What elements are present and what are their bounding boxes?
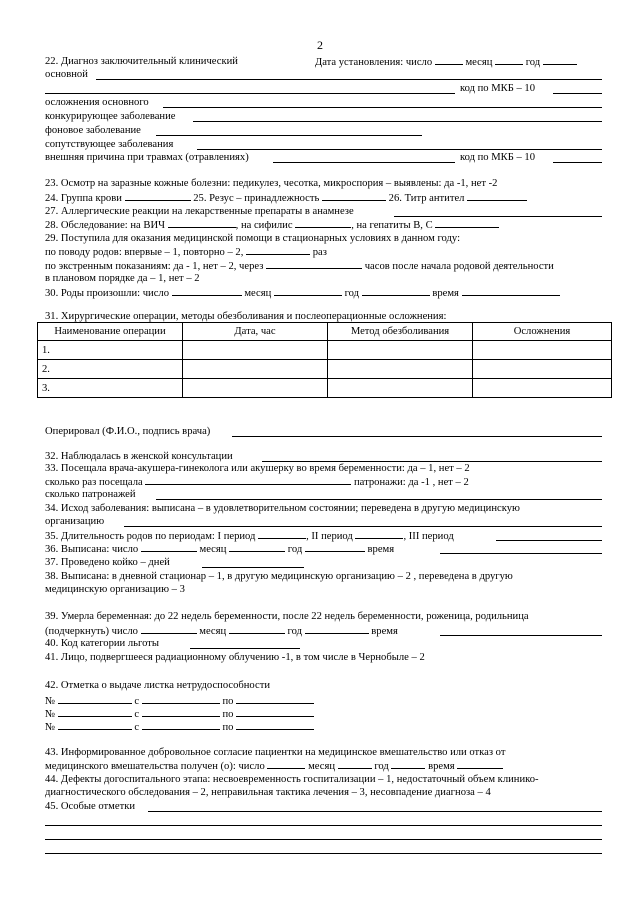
period-2-field[interactable] bbox=[355, 529, 403, 539]
external-cause-row: внешняя причина при травмах (отравлениях) bbox=[45, 152, 249, 163]
tests-row: 28. Обследование: на ВИЧ , на сифилис , на гепатиты В, С bbox=[45, 218, 602, 232]
defects-line1: 44. Дефекты догоспитального этапа: несвоевременность госпитализации – 1, недостаточный объем клинико- bbox=[45, 774, 539, 785]
table-row: 1. bbox=[38, 341, 612, 360]
table-row: 3. bbox=[38, 379, 612, 398]
visits-row: сколько раз посещала патронажи: да -1 , нет – 2 bbox=[45, 477, 469, 488]
discharge-time-field[interactable] bbox=[440, 553, 602, 554]
birth-date-row: 30. Роды произошли: число месяц год время bbox=[45, 286, 602, 300]
birth-day-field[interactable] bbox=[172, 286, 242, 296]
diagnosis-day-field[interactable] bbox=[435, 55, 463, 65]
consent-date-row: медицинского вмешательства получен (о): число месяц год время bbox=[45, 759, 602, 773]
bed-days-field[interactable] bbox=[202, 567, 304, 568]
page-number: 2 bbox=[317, 38, 323, 52]
consent-line1: 43. Информированное добровольное согласие пациентки на медицинское вмешательство или отказ от bbox=[45, 747, 506, 758]
basic-diagnosis-row: основной bbox=[45, 69, 88, 80]
period-1-field[interactable] bbox=[258, 529, 306, 539]
outcome-line2: организацию bbox=[45, 516, 105, 527]
sick-leave-row: № с по bbox=[45, 720, 602, 734]
benefit-code-field[interactable] bbox=[190, 648, 300, 649]
sick-leave-row: № с по bbox=[45, 694, 602, 708]
col-complications: Осложнения bbox=[473, 323, 612, 341]
visits-title: 33. Посещала врача-акушера-гинеколога или акушерку во время беременности: да – 1, нет – 2 bbox=[45, 463, 470, 474]
mkb-code-label: код по МКБ – 10 bbox=[460, 83, 536, 94]
defects-line2: диагностического обследования – 2, неправильная тактика лечения – 3, несовпадение диагноза – 4 bbox=[45, 787, 491, 798]
consent-time-field[interactable] bbox=[457, 759, 503, 769]
special-notes-field-2[interactable] bbox=[45, 825, 602, 826]
consent-day-field[interactable] bbox=[267, 759, 305, 769]
discharged-line2: медицинскую организацию – 3 bbox=[45, 584, 185, 595]
sick-leave-row: № с по bbox=[45, 707, 602, 721]
background-field[interactable] bbox=[156, 135, 422, 136]
outcome-field[interactable] bbox=[124, 526, 602, 527]
death-day-field[interactable] bbox=[141, 624, 197, 634]
outcome-line1: 34. Исход заболевания: выписана – в удовлетворительном состоянии; переведена в другую медицинскую bbox=[45, 503, 520, 514]
diagnosis-title: 22. Диагноз заключительный клинический bbox=[45, 56, 238, 67]
mkb-code-label-2: код по МКБ – 10 bbox=[460, 152, 536, 163]
hiv-field[interactable] bbox=[168, 218, 236, 228]
col-operation: Наименование операции bbox=[38, 323, 183, 341]
titer-field[interactable] bbox=[467, 191, 527, 201]
consent-month-field[interactable] bbox=[338, 759, 372, 769]
external-cause-field[interactable] bbox=[273, 162, 455, 163]
table-row: 2. bbox=[38, 360, 612, 379]
col-anesthesia: Метод обезболивания bbox=[328, 323, 473, 341]
basic-diagnosis-field-2[interactable] bbox=[45, 93, 455, 94]
allergy-field[interactable] bbox=[394, 216, 602, 217]
special-notes-field-3[interactable] bbox=[45, 839, 602, 840]
benefit-code-row: 40. Код категории льготы bbox=[45, 638, 159, 649]
death-month-field[interactable] bbox=[229, 624, 285, 634]
special-notes-field-4[interactable] bbox=[45, 853, 602, 854]
concomitant-field[interactable] bbox=[197, 149, 602, 150]
labor-duration-row: 35. Длительность родов по периодам: I период , II период , III период bbox=[45, 531, 454, 542]
background-row: фоновое заболевание bbox=[45, 125, 141, 136]
blood-row: 24. Группа крови 25. Резус – принадлежность 26. Титр антител bbox=[45, 191, 602, 205]
surgeon-field[interactable] bbox=[232, 436, 602, 437]
competing-field[interactable] bbox=[193, 121, 602, 122]
hours-field[interactable] bbox=[266, 259, 362, 269]
complication-field[interactable] bbox=[163, 107, 602, 108]
patronage-count-field[interactable] bbox=[156, 499, 602, 500]
death-line1: 39. Умерла беременная: до 22 недель беременности, после 22 недель беременности, роженица, родильница bbox=[45, 611, 529, 622]
discharged-line1: 38. Выписана: в дневной стационар – 1, в другую медицинскую организацию – 2 , переведена в другую bbox=[45, 571, 513, 582]
emergency-row: по экстренным показаниям: да - 1, нет – 2, через часов после начала родовой деятельности bbox=[45, 261, 554, 272]
consent-year-field[interactable] bbox=[391, 759, 425, 769]
skin-diseases-line: 23. Осмотр на заразные кожные болезни: педикулез, чесотка, микроспория – выявлены: да -1, нет -2 bbox=[45, 178, 498, 189]
rh-field[interactable] bbox=[322, 191, 386, 201]
competing-row: конкурирующее заболевание bbox=[45, 111, 176, 122]
admission-title: 29. Поступила для оказания медицинской помощи в стационарных условиях в данном году: bbox=[45, 233, 461, 244]
discharge-day-field[interactable] bbox=[141, 542, 197, 552]
patronage-row: сколько патронажей bbox=[45, 489, 136, 500]
syphilis-field[interactable] bbox=[295, 218, 351, 228]
mkb-code-field-2[interactable] bbox=[553, 162, 602, 163]
discharge-year-field[interactable] bbox=[305, 542, 365, 552]
births-count-field[interactable] bbox=[246, 245, 310, 255]
consultation-row: 32. Наблюдалась в женской консультации bbox=[45, 451, 233, 462]
death-time-field[interactable] bbox=[440, 635, 602, 636]
diagnosis-date: Дата установления: число месяц год bbox=[315, 55, 577, 69]
death-date-row: (подчеркнуть) число месяц год время bbox=[45, 626, 398, 637]
discharge-date-row: 36. Выписана: число месяц год время bbox=[45, 544, 395, 555]
diagnosis-month-field[interactable] bbox=[495, 55, 523, 65]
mkb-code-field[interactable] bbox=[553, 93, 602, 94]
death-year-field[interactable] bbox=[305, 624, 369, 634]
bed-days-row: 37. Проведено койко – дней bbox=[45, 557, 170, 568]
special-notes-field[interactable] bbox=[148, 811, 602, 812]
birth-year-field[interactable] bbox=[362, 286, 430, 296]
birth-month-field[interactable] bbox=[274, 286, 342, 296]
hepatitis-field[interactable] bbox=[435, 218, 499, 228]
complication-row: осложнения основного bbox=[45, 97, 149, 108]
birth-time-field[interactable] bbox=[462, 286, 560, 296]
diagnosis-year-field[interactable] bbox=[543, 55, 577, 65]
period-3-field[interactable] bbox=[496, 540, 602, 541]
operations-title: 31. Хирургические операции, методы обезболивания и послеоперационные осложнения: bbox=[45, 311, 447, 322]
diagnosis-header-row bbox=[45, 55, 602, 68]
allergy-row: 27. Аллергические реакции на лекарственные препараты в анамнезе bbox=[45, 206, 354, 217]
planned-row: в плановом порядке да – 1, нет – 2 bbox=[45, 273, 200, 284]
col-date: Дата, час bbox=[183, 323, 328, 341]
operations-table bbox=[37, 322, 612, 398]
visits-count-field[interactable] bbox=[145, 475, 351, 485]
blood-group-field[interactable] bbox=[125, 191, 191, 201]
discharge-month-field[interactable] bbox=[229, 542, 285, 552]
concomitant-row: сопутствующее заболевания bbox=[45, 139, 174, 150]
special-notes-row: 45. Особые отметки bbox=[45, 801, 136, 812]
operated-row: Оперировал (Ф.И.О., подпись врача) bbox=[45, 426, 211, 437]
sick-leave-title: 42. Отметка о выдаче листка нетрудоспособности bbox=[45, 680, 270, 691]
radiation-line: 41. Лицо, подвергшееся радиационному облучению -1, в том числе в Чернобыле – 2 bbox=[45, 652, 425, 663]
basic-diagnosis-field[interactable] bbox=[96, 79, 602, 80]
births-row: по поводу родов: впервые – 1, повторно – 2, раз bbox=[45, 247, 327, 258]
